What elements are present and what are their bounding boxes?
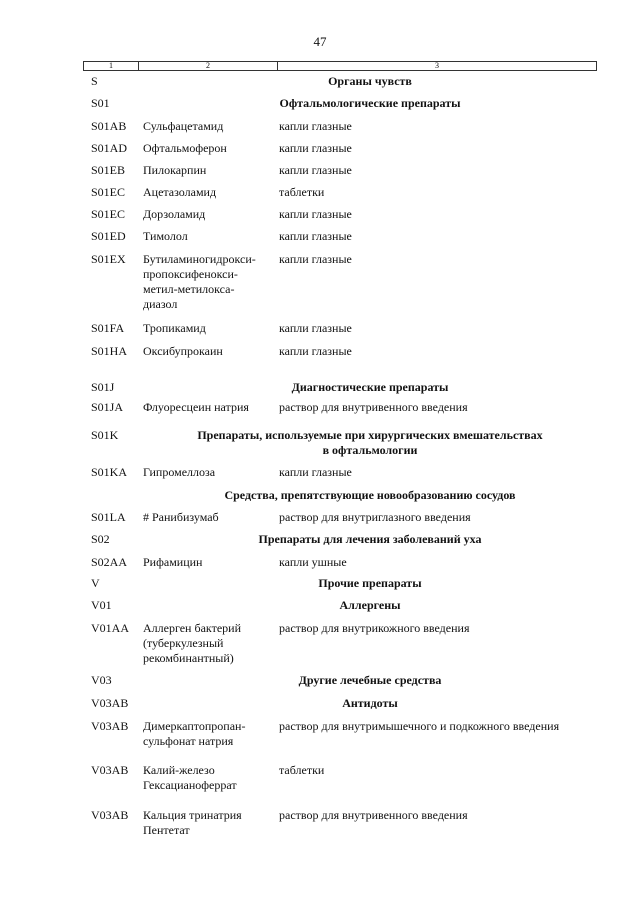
dosage-form: таблетки (279, 185, 325, 199)
atc-code: V (91, 576, 100, 590)
section-title: Другие лечебные средства (298, 673, 442, 687)
dosage-form: капли глазные (279, 207, 352, 221)
drug-name: Ацетазоламид (143, 185, 217, 199)
column-header-2: 2 (139, 62, 278, 71)
dosage-form: раствор для внутривенного введения (279, 808, 468, 822)
drug-name: Тимолол (143, 229, 188, 243)
section-title: Препараты для лечения заболеваний уха (258, 532, 482, 546)
atc-code: S02 (91, 532, 110, 546)
dosage-form: капли глазные (279, 321, 352, 335)
section-title: Антидоты (342, 696, 398, 710)
dosage-form: капли глазные (279, 465, 352, 479)
dosage-form: раствор для внутриглазного введения (279, 510, 471, 524)
atc-code: S02AA (91, 555, 128, 569)
dosage-form: капли глазные (279, 344, 352, 358)
dosage-form: капли глазные (279, 229, 352, 243)
drug-name: Тропикамид (143, 321, 206, 335)
section-title: Прочие препараты (318, 576, 422, 590)
drug-name: Рифамицин (143, 555, 203, 569)
section-title: Диагностические препараты (291, 380, 449, 394)
drug-name: Аллерген бактерий (туберкулезный рекомбинантный) (143, 621, 241, 665)
section-title: Аллергены (339, 598, 401, 612)
section-title: Органы чувств (328, 74, 412, 88)
atc-code: S01EB (91, 163, 126, 177)
column-header-row (83, 61, 597, 71)
drug-name: Кальция тринатрия Пентетат (143, 808, 242, 837)
dosage-form: капли ушные (279, 555, 347, 569)
atc-code: S01EC (91, 207, 126, 221)
atc-code: S01EC (91, 185, 126, 199)
dosage-form: капли глазные (279, 141, 352, 155)
drug-name: Гипромеллоза (143, 465, 216, 479)
dosage-form: капли глазные (279, 252, 352, 266)
atc-code: S01AB (91, 119, 127, 133)
drug-name: Пилокарпин (143, 163, 207, 177)
atc-code: S01FA (91, 321, 125, 335)
atc-code: V01 (91, 598, 112, 612)
atc-code: S01 (91, 96, 110, 110)
drug-name: Дорзоламид (143, 207, 206, 221)
section-title: Офтальмологические препараты (279, 96, 461, 110)
dosage-form: капли глазные (279, 163, 352, 177)
atc-code: S01KA (91, 465, 128, 479)
column-header-3: 3 (278, 62, 597, 71)
dosage-form: таблетки (279, 763, 325, 777)
dosage-form: раствор для внутримышечного и подкожного введения (279, 719, 560, 733)
page-number: 47 (313, 34, 327, 49)
drug-name: Димеркаптопропан- сульфонат натрия (143, 719, 246, 748)
section-title: Препараты, используемые при хирургических вмешательствах в офтальмологии (197, 428, 543, 457)
atc-code: S01EX (91, 252, 126, 266)
drug-name: Бутиламиногидрокси- пропоксифенокси- метил-метилокса- диазол (143, 252, 256, 311)
section-title: Средства, препятствующие новообразованию сосудов (224, 488, 516, 502)
atc-code: V01AA (91, 621, 129, 635)
dosage-form: капли глазные (279, 119, 352, 133)
atc-code: S01J (91, 380, 115, 394)
atc-code: V03AB (91, 719, 129, 733)
column-header-1: 1 (84, 62, 139, 71)
atc-code: S01HA (91, 344, 128, 358)
atc-code: S01AD (91, 141, 128, 155)
atc-code: V03 (91, 673, 112, 687)
drug-name: Сульфацетамид (143, 119, 224, 133)
drug-name: # Ранибизумаб (143, 510, 219, 524)
atc-code: S01JA (91, 400, 124, 414)
drug-name: Калий-железо Гексацианоферрат (143, 763, 237, 792)
atc-code: S01ED (91, 229, 126, 243)
atc-code: V03AB (91, 696, 129, 710)
atc-code: S01K (91, 428, 119, 442)
atc-code: V03AB (91, 808, 129, 822)
atc-code: V03AB (91, 763, 129, 777)
drug-name: Флуоресцеин натрия (143, 400, 249, 414)
atc-code: S (91, 74, 98, 88)
dosage-form: раствор для внутрикожного введения (279, 621, 470, 635)
dosage-form: раствор для внутривенного введения (279, 400, 468, 414)
drug-name: Оксибупрокаин (143, 344, 223, 358)
atc-code: S01LA (91, 510, 126, 524)
drug-name: Офтальмоферон (143, 141, 227, 155)
